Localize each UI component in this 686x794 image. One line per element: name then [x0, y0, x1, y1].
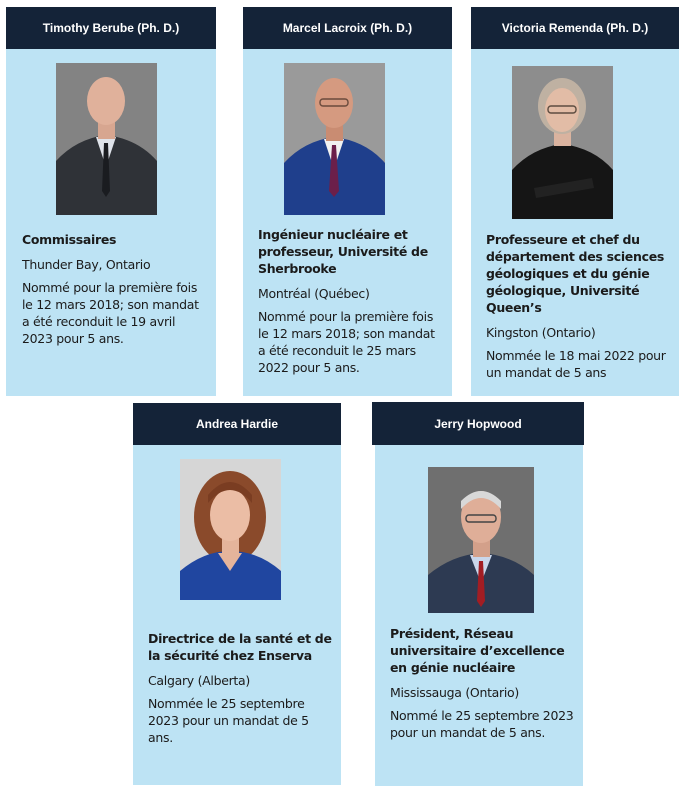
- member-details: [486, 231, 672, 387]
- member-term: Nommé pour la première fois le 12 mars 2018; son mandat a été reconduit le 19 avril 2023 pour 5 ans.: [22, 280, 199, 346]
- member-name-header: Victoria Remenda (Ph. D.): [471, 7, 679, 49]
- member-term: Nommé le 25 septembre 2023 pour un mandat de 5 ans.: [390, 708, 574, 740]
- member-location: Thunder Bay, Ontario: [22, 257, 151, 272]
- member-term: Nommée le 25 septembre 2023 pour un mandat de 5 ans.: [148, 696, 309, 745]
- member-location: Montréal (Québec): [258, 286, 370, 301]
- member-name-header: Timothy Berube (Ph. D.): [6, 7, 216, 49]
- member-photo: [56, 63, 157, 215]
- member-photo: [180, 459, 281, 600]
- member-location: Mississauga (Ontario): [390, 685, 519, 700]
- member-details: [258, 226, 443, 382]
- member-details: [148, 630, 334, 752]
- member-name-header: Jerry Hopwood: [372, 402, 584, 445]
- member-name-header: Marcel Lacroix (Ph. D.): [243, 7, 452, 49]
- member-role: Président, Réseau universitaire d’excellence en génie nucléaire: [390, 626, 565, 675]
- member-term: Nommé pour la première fois le 12 mars 2018; son mandat a été reconduit le 25 mars 2022 pour 5 ans.: [258, 309, 435, 375]
- member-location: Calgary (Alberta): [148, 673, 250, 688]
- member-name-header: Andrea Hardie: [133, 403, 341, 445]
- member-role: Professeure et chef du département des sciences géologiques et du génie géologique, Université Queen’s: [486, 232, 665, 315]
- member-photo: [512, 66, 613, 219]
- member-term: Nommée le 18 mai 2022 pour un mandat de 5 ans: [486, 348, 666, 380]
- member-details: [390, 625, 576, 747]
- member-photo: [284, 63, 385, 215]
- member-details: [22, 231, 208, 353]
- member-location: Kingston (Ontario): [486, 325, 596, 340]
- member-role: Directrice de la santé et de la sécurité chez Enserva: [148, 631, 332, 663]
- member-photo: [428, 467, 534, 613]
- member-role: Ingénieur nucléaire et professeur, Université de Sherbrooke: [258, 227, 428, 276]
- member-role: Commissaires: [22, 232, 117, 247]
